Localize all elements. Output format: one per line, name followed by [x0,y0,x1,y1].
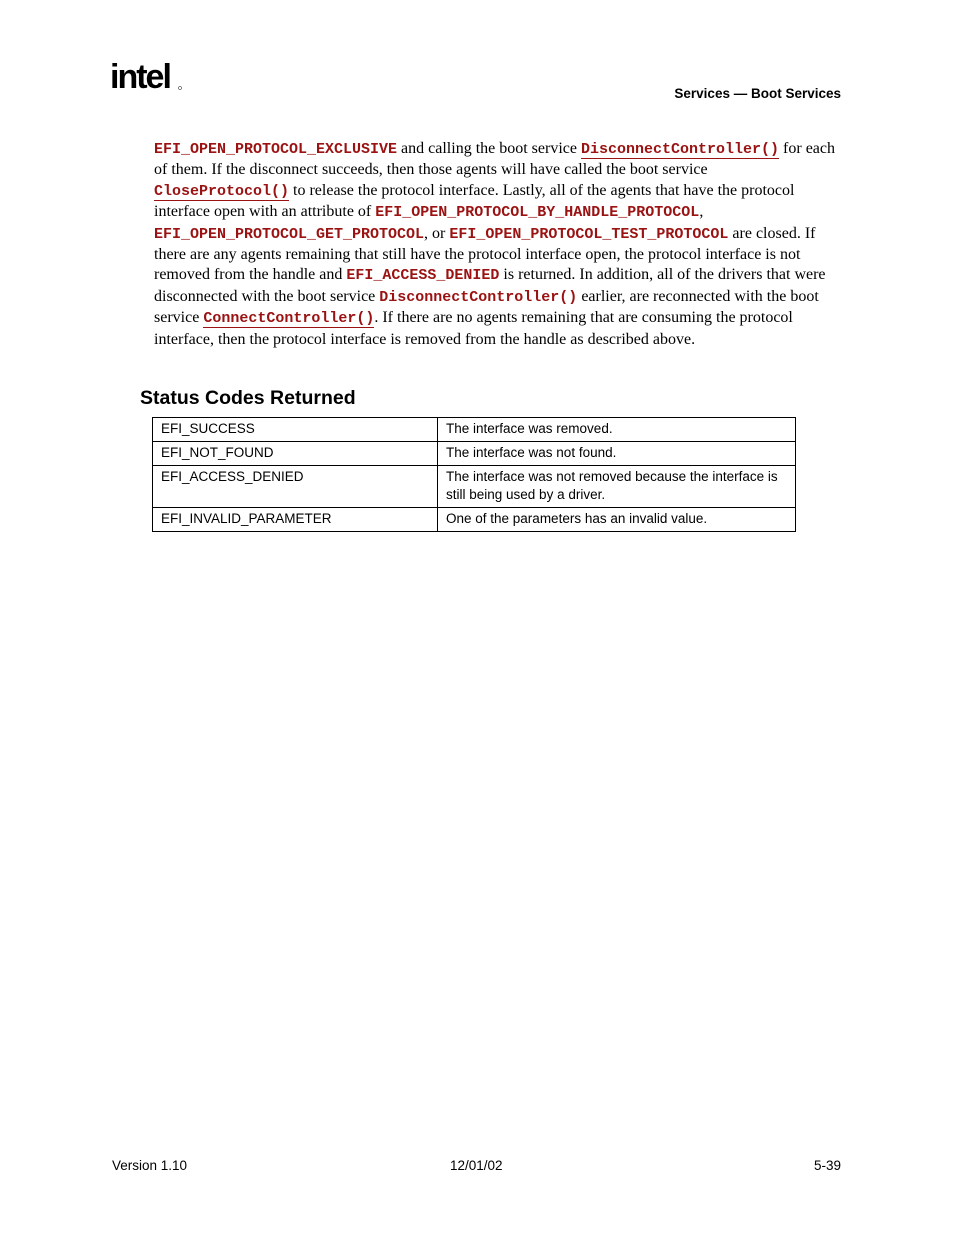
status-code-cell: EFI_INVALID_PARAMETER [153,508,438,532]
text-fragment: and calling the boot service [397,140,581,157]
text-fragment: , or [424,224,450,242]
status-codes-table [152,417,796,532]
table-row [153,508,796,532]
text-fragment: are closed. If there are any agents remaining that still have the protocol interface open, the protocol interface is not removed from the handle and [154,224,816,284]
text-fragment: to release the protocol interface. Lastly, all of the agents that have the protocol interface open with an attribute of [154,181,795,221]
status-description-cell: One of the parameters has an invalid value. [438,508,796,532]
link-close-protocol[interactable]: CloseProtocol() [154,182,290,200]
section-heading: Status Codes Returned [140,387,356,409]
code-access-denied: EFI_ACCESS_DENIED [346,267,500,285]
link-disconnect-controller[interactable]: DisconnectController() [580,141,780,158]
intel-logo-text: intel [110,58,170,96]
text-fragment: . If there are no agents remaining that are consuming the protocol interface, then the protocol interface is removed from the handle as described above. [154,309,793,348]
status-description-cell: The interface was not removed because the interface is still being used by a driver. [438,466,796,508]
status-code-cell: EFI_ACCESS_DENIED [153,466,438,508]
text-fragment: for each of them. If the disconnect succeeds, then those agents will have called the boot service [154,140,835,179]
text-fragment: , [699,203,704,221]
table-row [153,418,796,442]
status-description-cell: The interface was removed. [438,418,796,442]
link-connect-controller[interactable]: ConnectController() [203,310,375,328]
code-disconnect-controller: DisconnectController() [379,288,578,306]
text-fragment: earlier, are reconnected with the boot service [154,287,819,327]
code-open-protocol-exclusive: EFI_OPEN_PROTOCOL_EXCLUSIVE [154,141,398,158]
footer-page-number: 5-39 [813,1158,841,1173]
status-code-cell: EFI_SUCCESS [153,418,438,442]
footer-version: Version 1.10 [112,1158,188,1173]
status-description-cell: The interface was not found. [438,442,796,466]
table-row [153,466,796,508]
body-paragraph [154,139,842,350]
intel-logo [110,58,190,102]
header-title: Services — Boot Services [674,86,841,101]
code-open-protocol-get: EFI_OPEN_PROTOCOL_GET_PROTOCOL [154,225,425,243]
footer-date: 12/01/02 [450,1158,503,1173]
table-row [153,442,796,466]
text-fragment: is returned. In addition, all of the drivers that were disconnected with the boot service [154,266,826,305]
code-open-protocol-test: EFI_OPEN_PROTOCOL_TEST_PROTOCOL [449,225,729,243]
status-code-cell: EFI_NOT_FOUND [153,442,438,466]
code-open-protocol-by-handle: EFI_OPEN_PROTOCOL_BY_HANDLE_PROTOCOL [375,204,700,222]
